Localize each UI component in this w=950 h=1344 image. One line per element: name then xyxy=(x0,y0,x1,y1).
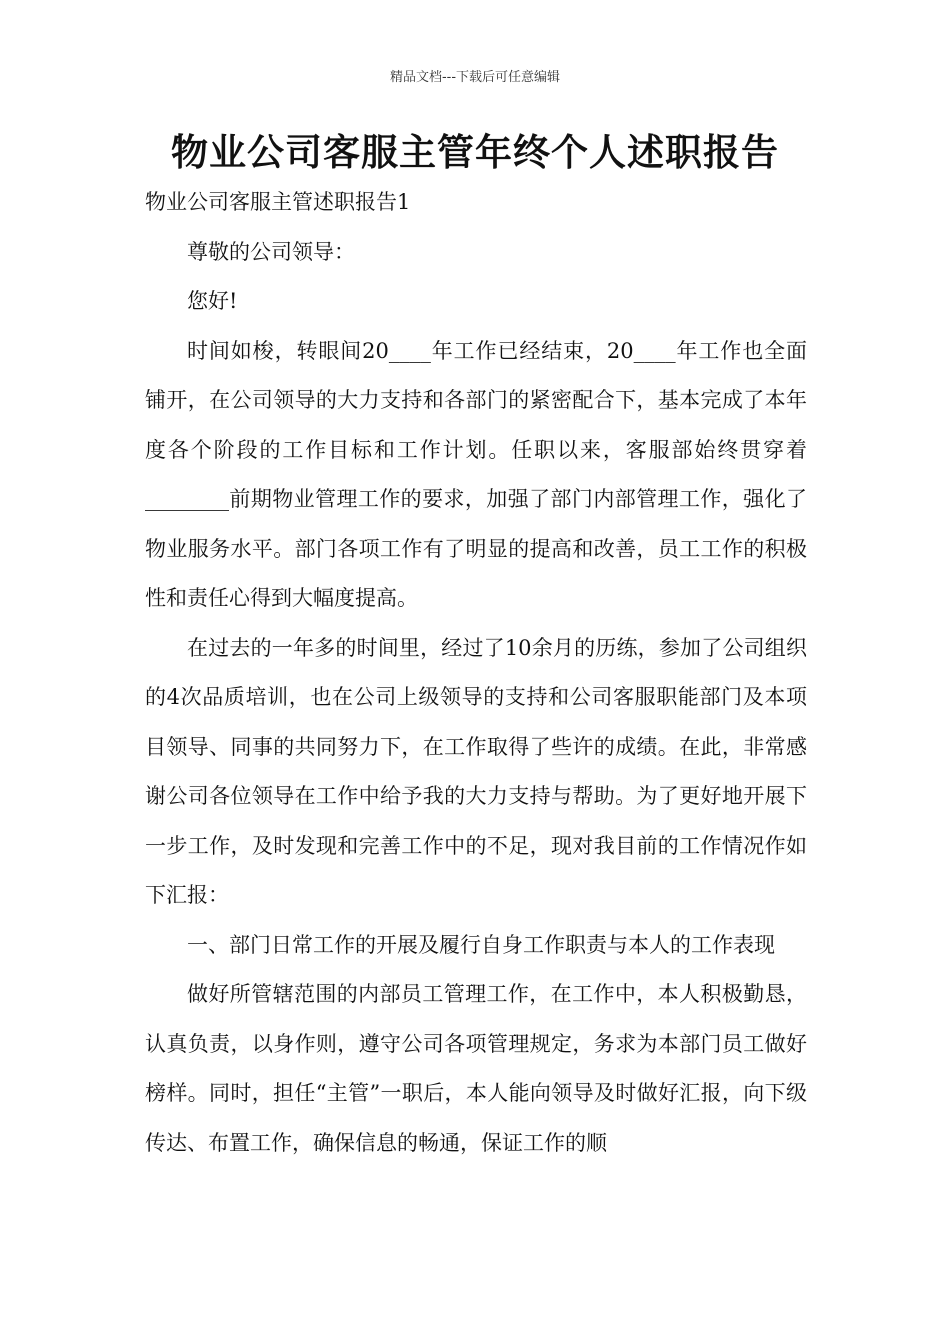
greeting: 您好! xyxy=(187,289,238,313)
document-subtitle: 物业公司客服主管述职报告1 xyxy=(145,190,411,214)
page-header-note: 精品文档---下载后可任意编辑 xyxy=(389,70,561,85)
salutation: 尊敬的公司领导： xyxy=(187,239,355,264)
body-paragraph: 做好所管辖范围的内部员工管理工作，在工作中，本人积极勤恳，认真负责，以身作则，遵守公司各项管理规定，务求为本部门员工做好榜样。同时，担任“主管”一职后，本人能向领导及时做好汇报，向下级传达、布置工作，确保信息的畅通，保证工作的顺 xyxy=(145,982,807,1155)
section-heading: 一、部门日常工作的开展及履行自身工作职责与本人的工作表现 xyxy=(187,932,775,957)
body-paragraph: 时间如梭，转眼间20____年工作已经结束，20____年工作也全面铺开，在公司领导的大力支持和各部门的紧密配合下，基本完成了本年度各个阶段的工作目标和工作计划。任职以来，客服部始终贯穿着________前期物业管理工作的要求，加强了部门内部管理工作，强化了物业服务水平。部门各项工作有了明显的提高和改善，员工工作的积极性和责任心得到大幅度提高。 xyxy=(145,338,807,610)
document-title: 物业公司客服主管年终个人述职报告 xyxy=(171,131,779,174)
body-paragraph: 在过去的一年多的时间里，经过了10余月的历练，参加了公司组织的4次品质培训，也在公司上级领导的支持和公司客服职能部门及本项目领导、同事的共同努力下，在工作取得了些许的成绩。在此，非常感谢公司各位领导在工作中给予我的大力支持与帮助。为了更好地开展下一步工作，及时发现和完善工作中的不足，现对我目前的工作情况作如下汇报： xyxy=(145,635,807,907)
document-body xyxy=(145,178,807,1168)
